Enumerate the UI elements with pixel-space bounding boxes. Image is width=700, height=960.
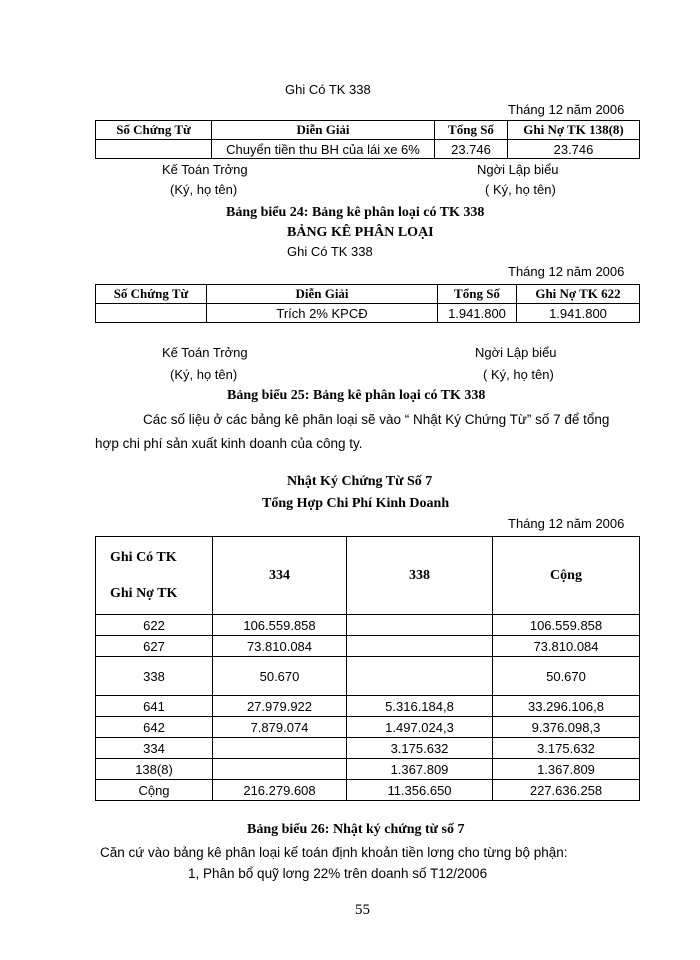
credit-label: Ghi Có TK <box>110 549 177 565</box>
col-header: Diễn Giải <box>212 121 435 140</box>
sec1-table <box>95 120 640 159</box>
sec1-month: Tháng 12 năm 2006 <box>508 102 625 117</box>
sec2-caption: Bảng biểu 25: Bảng kê phân loại có TK 338 <box>227 388 486 403</box>
table-cell <box>347 657 493 696</box>
table-cell: 3.175.632 <box>493 738 640 759</box>
table-cell: 73.810.084 <box>493 636 640 657</box>
table-cell: 7.879.074 <box>213 717 347 738</box>
table-cell: Trích 2% KPCĐ <box>207 304 438 323</box>
table-cell: 334 <box>96 738 213 759</box>
debit-label: Ghi Nợ TK <box>110 585 178 601</box>
col-header: Cộng <box>493 537 640 615</box>
sec1-sign-right: Ngời Lập biểu <box>477 162 559 177</box>
table-row <box>96 657 640 696</box>
page-number: 55 <box>355 902 370 918</box>
table-cell <box>96 304 207 323</box>
col-header: Ghi Nợ TK 138(8) <box>508 121 640 140</box>
col-header: Ghi Nợ TK 622 <box>517 285 640 304</box>
table-cell: 106.559.858 <box>493 615 640 636</box>
sec1-subtitle: Ghi Có TK 338 <box>285 82 371 97</box>
table-cell: 1.941.800 <box>438 304 517 323</box>
table-cell: 1.367.809 <box>493 759 640 780</box>
table-cell: 3.175.632 <box>347 738 493 759</box>
col-header: Số Chứng Từ <box>96 121 212 140</box>
table-cell: 9.376.098,3 <box>493 717 640 738</box>
sec2-title: BẢNG KÊ PHÂN LOẠI <box>287 225 434 240</box>
table-row <box>96 615 640 636</box>
table-total-row <box>96 780 640 801</box>
table-row <box>96 636 640 657</box>
table-cell: Cộng <box>96 780 213 801</box>
col-header: Số Chứng Từ <box>96 285 207 304</box>
sec2-month: Tháng 12 năm 2006 <box>508 264 625 279</box>
table-cell: 1.367.809 <box>347 759 493 780</box>
table-cell: 338 <box>96 657 213 696</box>
sec2-table <box>95 284 640 323</box>
table-cell <box>213 738 347 759</box>
col-header: 338 <box>347 537 493 615</box>
table-cell: 23.746 <box>508 140 640 159</box>
para1-line2: hợp chi phí sản xuất kinh doanh của công ty. <box>95 436 363 451</box>
journal-title: Nhật Ký Chứng Từ Số 7 <box>287 474 433 489</box>
table-cell: 11.356.650 <box>347 780 493 801</box>
sec1-caption: Bảng biểu 24: Bảng kê phân loại có TK 338 <box>226 205 485 220</box>
para1-line1: Các số liệu ở các bảng kê phân loại sẽ vào “ Nhật Ký Chứng Từ” số 7 để tổng <box>143 412 610 427</box>
table-cell: 1.497.024,3 <box>347 717 493 738</box>
sec1-sign-right-sub: ( Ký, họ tên) <box>485 182 556 197</box>
table-cell: 216.279.608 <box>213 780 347 801</box>
table-cell: 50.670 <box>213 657 347 696</box>
sec2-sign-right-sub: ( Ký, họ tên) <box>483 367 554 382</box>
sec2-sign-left: Kế Toán Trởng <box>162 345 248 360</box>
table-row <box>96 304 640 323</box>
table-row <box>96 140 640 159</box>
table-row <box>96 717 640 738</box>
table-row <box>96 738 640 759</box>
col-header: Diễn Giải <box>207 285 438 304</box>
sec2-sign-right: Ngời Lập biểu <box>475 345 557 360</box>
table-cell <box>213 759 347 780</box>
table-cell: 622 <box>96 615 213 636</box>
table-header-row <box>96 285 640 304</box>
table-cell: Chuyển tiền thu BH của lái xe 6% <box>212 140 435 159</box>
table-cell: 641 <box>96 696 213 717</box>
col-header: Tổng Số <box>438 285 517 304</box>
journal-caption: Bảng biểu 26: Nhật ký chứng từ số 7 <box>247 822 465 837</box>
table-cell: 73.810.084 <box>213 636 347 657</box>
table-header-row <box>96 121 640 140</box>
table-cell: 627 <box>96 636 213 657</box>
table-cell: 5.316.184,8 <box>347 696 493 717</box>
table-cell <box>347 615 493 636</box>
table-cell: 106.559.858 <box>213 615 347 636</box>
sec1-sign-left: Kế Toán Trởng <box>162 162 248 177</box>
table-header-row <box>96 537 640 615</box>
table-cell: 138(8) <box>96 759 213 780</box>
journal-month: Tháng 12 năm 2006 <box>508 516 625 531</box>
table-cell <box>96 140 212 159</box>
table-cell <box>347 636 493 657</box>
table-cell: 50.670 <box>493 657 640 696</box>
table-row <box>96 759 640 780</box>
sec2-subtitle: Ghi Có TK 338 <box>287 244 373 259</box>
para2-line2: 1, Phân bổ quỹ lơng 22% trên doanh số T12/2006 <box>188 866 488 881</box>
col-header: 334 <box>213 537 347 615</box>
sec2-sign-left-sub: (Ký, họ tên) <box>170 367 238 382</box>
table-cell: 27.979.922 <box>213 696 347 717</box>
journal-subtitle: Tổng Hợp Chi Phí Kinh Doanh <box>262 496 450 511</box>
table-cell: 227.636.258 <box>493 780 640 801</box>
col-header: Tổng Số <box>435 121 508 140</box>
sec1-sign-left-sub: (Ký, họ tên) <box>170 182 238 197</box>
para2-line1: Căn cứ vào bảng kê phân loại kế toán định khoản tiền lơng cho từng bộ phận: <box>100 845 568 860</box>
journal-table <box>95 536 640 801</box>
corner-header <box>96 537 213 615</box>
table-cell: 1.941.800 <box>517 304 640 323</box>
table-row <box>96 696 640 717</box>
table-cell: 33.296.106,8 <box>493 696 640 717</box>
table-cell: 23.746 <box>435 140 508 159</box>
table-cell: 642 <box>96 717 213 738</box>
